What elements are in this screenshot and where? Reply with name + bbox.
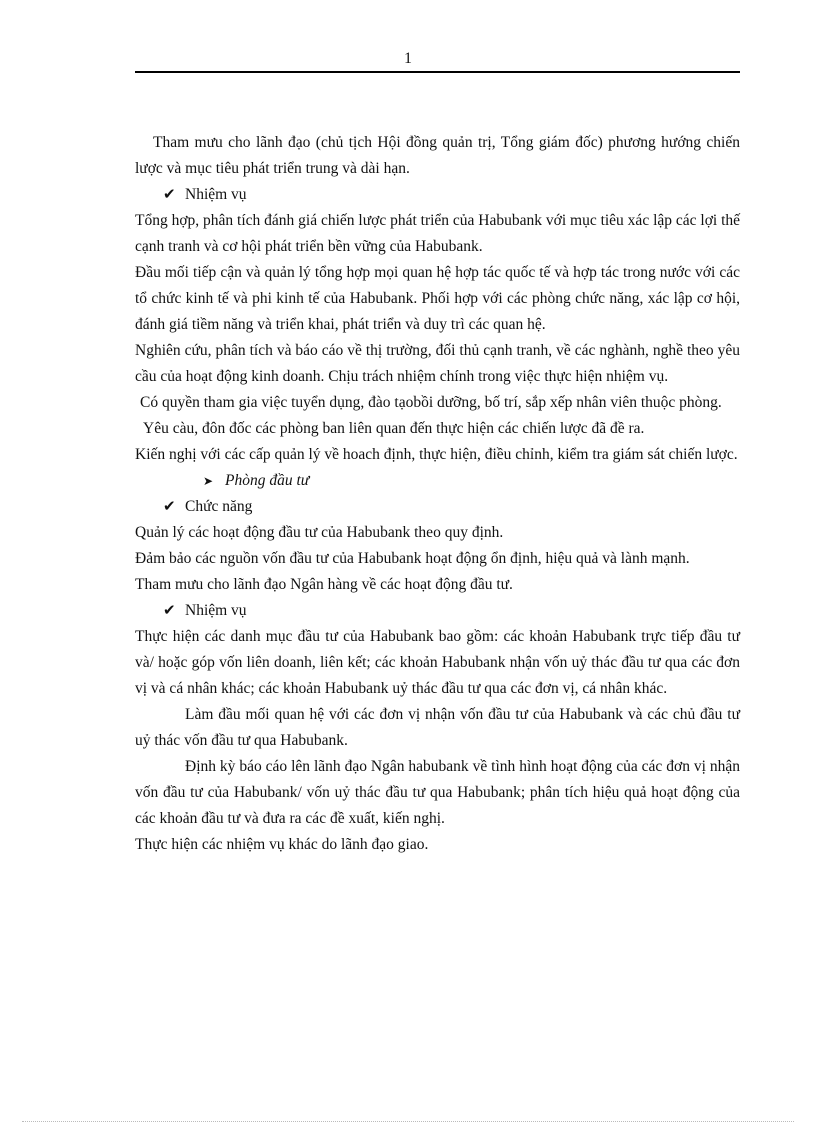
paragraph: Quản lý các hoạt động đầu tư của Habubank theo quy định. xyxy=(135,524,504,541)
heading-text: Nhiệm vụ xyxy=(185,186,247,203)
heading-text: Phòng đầu tư xyxy=(225,472,310,489)
paragraph: Đầu mối tiếp cận và quản lý tổng hợp mọi quan hệ hợp tác quốc tế và hợp tác trong nước với các tổ chức kinh tế và phi kinh tế của Habubank. Phối hợp với các phòng chức năng, xác lập cơ hội, đánh giá tiềm năng và triển khai, phát triển và duy trì các quan hệ. xyxy=(135,264,740,333)
paragraph: Tham mưu cho lãnh đạo (chủ tịch Hội đồng quản trị, Tổng giám đốc) phương hướng chiến lược và mục tiêu phát triển trung và dài hạn. xyxy=(135,134,740,177)
page-number: 1 xyxy=(404,50,412,67)
heading-text: Chức năng xyxy=(185,498,253,515)
paragraph: Nghiên cứu, phân tích và báo cáo về thị trường, đối thủ cạnh tranh, về các nghành, nghề theo yêu cầu của hoạt động kinh doanh. Chịu trách nhiệm chính trong việc thực hiện nhiệm vụ. xyxy=(135,342,740,385)
section-heading xyxy=(135,468,740,494)
paragraph: Kiến nghị với các cấp quản lý về hoach định, thực hiện, điều chỉnh, kiểm tra giám sát chiến lược. xyxy=(135,446,738,463)
page-bottom-border xyxy=(22,1121,794,1122)
checkmark-list-heading xyxy=(135,494,740,520)
checkmark-icon: ✔ xyxy=(163,499,176,515)
paragraph: Làm đầu mối quan hệ với các đơn vị nhận vốn đầu tư của Habubank và các chủ đầu tư uỷ thác vốn đầu tư qua Habubank. xyxy=(135,706,740,749)
paragraph: Định kỳ báo cáo lên lãnh đạo Ngân habubank về tình hình hoạt động của các đơn vị nhận vốn đầu tư của Habubank/ vốn uỷ thác đầu tư qua Habubank; phân tích hiệu quả hoạt động của các khoản đầu tư và đưa ra các đề xuất, kiến nghị. xyxy=(135,758,740,827)
document-body xyxy=(135,130,740,858)
paragraph: Thực hiện các danh mục đầu tư của Habubank bao gồm: các khoản Habubank trực tiếp đầu tư và/ hoặc góp vốn liên doanh, liên kết; các khoản Habubank nhận vốn uỷ thác đầu tư qua các đơn vị và cá nhân khác; các khoản Habubank uỷ thác đầu tư qua các đơn vị, cá nhân khác. xyxy=(135,628,740,697)
paragraph: Thực hiện các nhiệm vụ khác do lãnh đạo giao. xyxy=(135,836,429,853)
paragraph: Có quyền tham gia việc tuyển dụng, đào tạobồi dưỡng, bố trí, sắp xếp nhân viên thuộc phòng. xyxy=(140,394,722,411)
paragraph: Tham mưu cho lãnh đạo Ngân hàng về các hoạt động đầu tư. xyxy=(135,576,513,593)
paragraph: Tổng hợp, phân tích đánh giá chiến lược phát triển của Habubank với mục tiêu xác lập các lợi thế cạnh tranh và cơ hội phát triển bền vững của Habubank. xyxy=(135,212,741,255)
heading-text: Nhiệm vụ xyxy=(185,602,247,619)
paragraph: Yêu càu, đôn đốc các phòng ban liên quan đến thực hiện các chiến lược đã đề ra. xyxy=(143,420,645,437)
arrow-bullet-icon: ➤ xyxy=(203,474,214,488)
checkmark-list-heading xyxy=(135,182,740,208)
paragraph: Đảm bảo các nguồn vốn đầu tư của Habubank hoạt động ổn định, hiệu quả và lành mạnh. xyxy=(135,550,690,567)
header-rule xyxy=(135,71,740,73)
checkmark-list-heading xyxy=(135,598,740,624)
checkmark-icon: ✔ xyxy=(163,187,176,203)
checkmark-icon: ✔ xyxy=(163,603,176,619)
